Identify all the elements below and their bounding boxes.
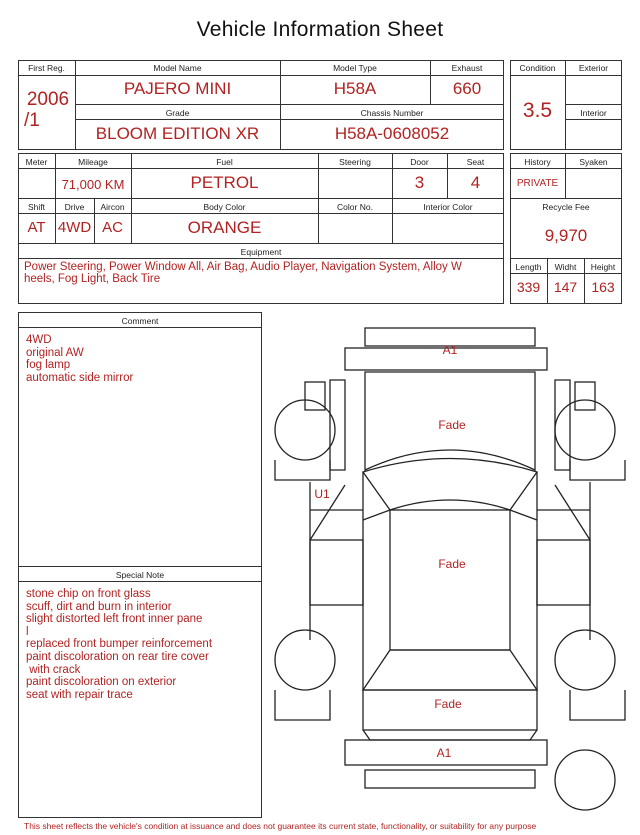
comment-line: original AW	[26, 346, 84, 359]
first-reg-label: First Reg.	[28, 63, 65, 73]
special-note-line: scuff, dirt and burn in interior	[26, 600, 172, 613]
fuel-label: Fuel	[216, 157, 233, 167]
aircon-label: Aircon	[100, 202, 125, 212]
special-note-line: paint discoloration on rear tire cover	[26, 650, 209, 663]
comment-line: 4WD	[26, 334, 52, 346]
interior-label: Interior	[580, 108, 607, 118]
syaken-label: Syaken	[579, 157, 608, 167]
spare-tire	[555, 750, 615, 810]
aircon-value: AC	[102, 219, 123, 236]
condition-value: 3.5	[522, 99, 553, 122]
special-note-list	[26, 588, 212, 701]
interior-color-label: Interior Color	[423, 202, 473, 212]
condition-label: Condition	[519, 63, 556, 73]
equipment-line-1: Power Steering, Power Window All, Air Bag, Audio Player, Navigation System, Alloy W	[24, 261, 462, 273]
windshield	[363, 459, 537, 511]
height-value: 163	[591, 279, 615, 295]
width-label: Widht	[554, 262, 577, 272]
rear-left-wheel	[275, 630, 335, 690]
length-value: 339	[516, 279, 541, 295]
shift-label: Shift	[27, 202, 45, 212]
model-name-label: Model Name	[153, 63, 202, 73]
meter-label: Meter	[25, 157, 48, 167]
chassis-value: H58A-0608052	[334, 124, 450, 143]
front-bumper-mark: A1	[442, 343, 458, 357]
page-title: Vehicle Information Sheet	[196, 18, 444, 41]
shift-value: AT	[27, 219, 46, 236]
grade-label: Grade	[165, 108, 190, 118]
chassis-label: Chassis Number	[360, 108, 424, 118]
special-note-line: slight distorted left front inner pane	[26, 613, 203, 626]
history-label: History	[524, 157, 551, 167]
comment-line: fog lamp	[26, 359, 71, 372]
comment-line: automatic side mirror	[26, 371, 134, 384]
comment-list	[26, 334, 133, 384]
first-reg-month: /1	[24, 110, 40, 131]
special-note-line: replaced front bumper reinforcement	[26, 638, 213, 651]
seat-value: 4	[470, 173, 481, 192]
door-label: Door	[410, 157, 429, 167]
hood-mark: Fade	[438, 418, 466, 432]
recycle-fee-value: 9,970	[544, 226, 588, 245]
body-color-value: ORANGE	[187, 218, 262, 237]
exterior-label: Exterior	[578, 63, 609, 73]
exhaust-value: 660	[452, 79, 482, 98]
left-front-door-mark: U1	[314, 487, 330, 501]
model-type-label: Model Type	[333, 63, 377, 73]
special-note-line: l	[26, 625, 29, 638]
drive-value: 4WD	[57, 219, 92, 236]
rear-right-wheel	[555, 630, 615, 690]
grade-value: BLOOM EDITION XR	[95, 124, 260, 143]
history-value: PRIVATE	[516, 178, 559, 189]
height-label: Height	[590, 262, 616, 272]
body-color-label: Body Color	[203, 202, 246, 212]
color-no-label: Color No.	[337, 202, 373, 212]
recycle-fee-label: Recycle Fee	[542, 202, 590, 212]
fuel-value: PETROL	[190, 173, 259, 192]
special-note-line: with crack	[26, 663, 81, 676]
special-note-line: seat with repair trace	[26, 688, 133, 701]
roof-mark: Fade	[438, 557, 466, 571]
exhaust-label: Exhaust	[451, 63, 483, 73]
equipment-line-2: heels, Fog Light, Back Tire	[24, 273, 161, 285]
comment-box	[18, 312, 262, 818]
mileage-label: Mileage	[78, 157, 108, 167]
width-value: 147	[553, 279, 578, 295]
special-note-label: Special Note	[115, 570, 165, 580]
door-value: 3	[414, 173, 425, 192]
rear-gate-mark: Fade	[434, 697, 462, 711]
model-type-value: H58A	[333, 79, 377, 98]
model-name-value: PAJERO MINI	[123, 79, 232, 98]
special-note-line: stone chip on front glass	[26, 588, 151, 600]
comment-label: Comment	[121, 316, 159, 326]
rear-gate-outline	[363, 650, 537, 690]
drive-label: Drive	[64, 202, 85, 212]
equipment-label: Equipment	[240, 247, 282, 257]
length-label: Length	[515, 262, 542, 272]
rear-bumper-mark: A1	[436, 746, 452, 760]
seat-label: Seat	[466, 157, 485, 167]
mileage-value: 71,000 KM	[61, 177, 125, 192]
steering-label: Steering	[339, 157, 371, 167]
disclaimer-footer: This sheet reflects the vehicle's condition at issuance and does not guarantee its current state, functionality, or suitability for any purpose	[24, 821, 537, 831]
roof-outline	[390, 510, 510, 650]
special-note-line: paint discoloration on exterior	[26, 676, 177, 689]
front-right-wheel	[555, 400, 615, 460]
first-reg-year: 2006	[26, 89, 70, 110]
